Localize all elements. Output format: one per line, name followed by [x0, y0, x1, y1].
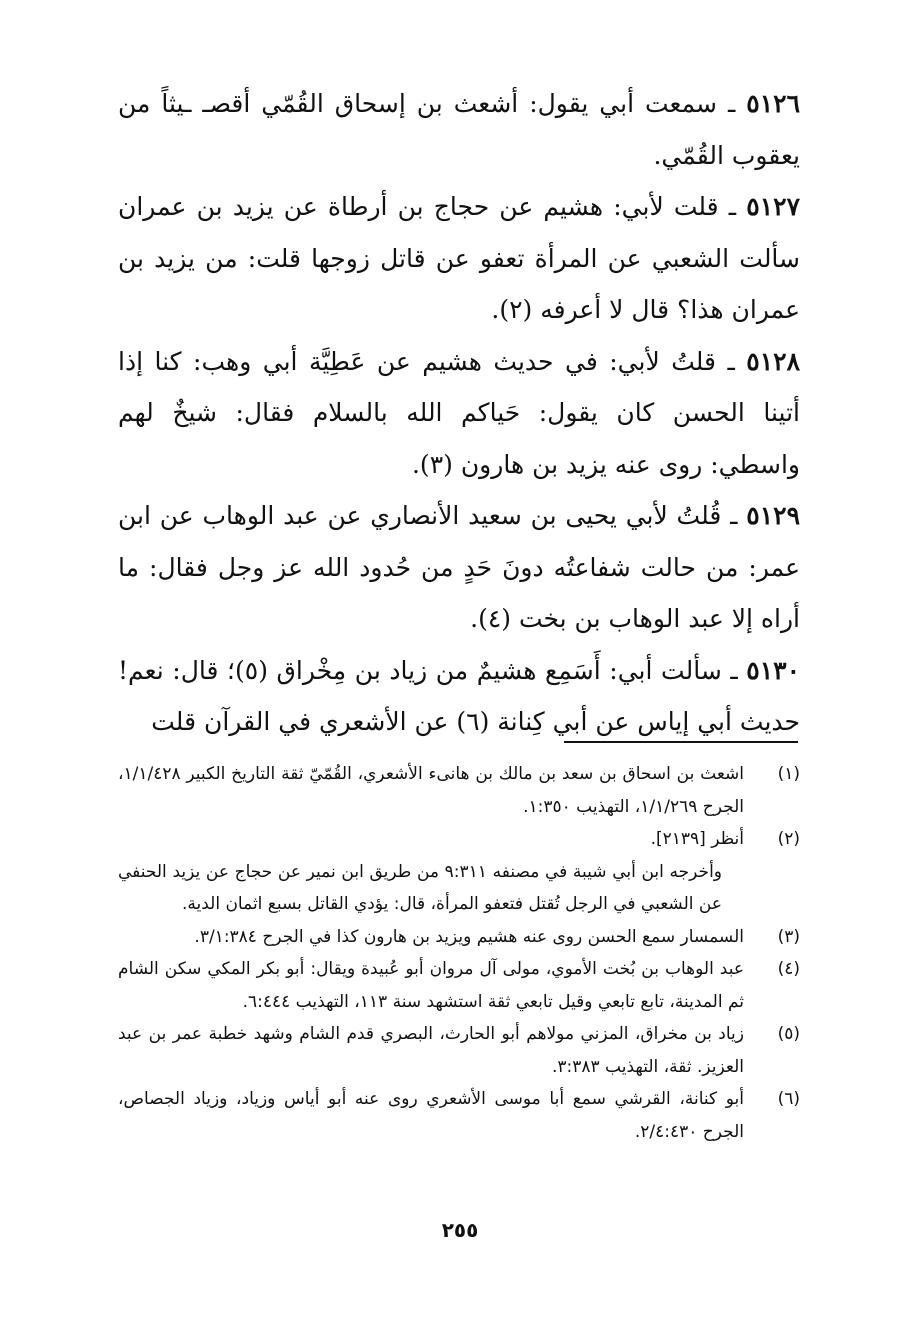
entry-number: ٥١٢٦ [746, 89, 800, 118]
entry-5129 [118, 490, 800, 645]
footnote-label: (٤) [777, 959, 800, 979]
entry-number: ٥١٢٨ [746, 346, 800, 376]
footnote-6 [118, 1083, 800, 1148]
entry-text: ـ قلت لأبي: هشيم عن حجاج بن أرطاة عن يزيد بن عمران سألت الشعبي عن المرأة تعفو عن قاتل زوجها قلت: من يزيد بن عمران هذا؟ قال لا أعرفه (٢). [118, 192, 800, 324]
footnote-text: أبو كنانة، القرشي سمع أبا موسى الأشعري روى عنه أبو أياس وزياد، وزياد الجصاص، الجرح ٢/٤:٤٣٠. [118, 1089, 744, 1142]
footnotes [118, 758, 800, 1148]
footnote-2-continuation [118, 856, 800, 921]
footnote-label: (١) [777, 764, 800, 784]
entry-5127 [118, 181, 800, 336]
entry-number: ٥١٣٠ [746, 655, 801, 685]
footnote-3 [118, 921, 800, 954]
page-number: ٢٥٥ [441, 1218, 479, 1242]
footnote-text: عبد الوهاب بن بُخت الأموي، مولى آل مروان أبو عُبيدة ويقال: أبو بكر المكي سكن الشام ثم المدينة، تابع تابعي وقيل تابعي ثقة استشهد سنة ١١٣، التهذيب ٦:٤٤٤. [118, 959, 744, 1012]
entry-text: ـ سمعت أبي يقول: أشعث بن إسحاق القُمّي أقصـ ـيثاً من يعقوب القُمّي. [118, 89, 800, 170]
entry-5130 [118, 645, 800, 748]
entry-5128 [118, 336, 800, 491]
footnote-label: (٦) [777, 1089, 800, 1109]
entry-number: ٥١٢٧ [746, 192, 801, 221]
entry-number: ٥١٢٩ [746, 501, 800, 530]
footnote-label: (٣) [777, 926, 800, 947]
entry-text: ـ سألت أبي: أَسَمِع هشيمٌ من زياد بن مِخْراق (٥)؛ قال: نعم! حديث أبي إياس عن أبي كِنانة (٦) عن الأشعري في القرآن قلت [118, 655, 800, 736]
footnote-divider [564, 741, 798, 743]
footnote-text: أنظر [٢١٣٩]. [650, 829, 744, 849]
entry-text: ـ قلتُ لأبي: في حديث هشيم عن عَطِيَّة أبي وهب: كنا إذا أتينا الحسن كان يقول: حَياكم الله بالسلام فقال: شيخٌ لهم واسطي: روى عنه يزيد بن هارون (٣). [118, 346, 800, 479]
footnote-5 [118, 1018, 800, 1083]
footnote-1 [118, 758, 800, 823]
footnote-text: زياد بن مخراق، المزني مولاهم أبو الحارث، البصري قدم الشام وشهد خطبة عمر بن عبد العزيز. ثقة، التهذيب ٣:٣٨٣. [118, 1024, 744, 1077]
entry-text: ـ قُلتُ لأبي يحيى بن سعيد الأنصاري عن عبد الوهاب عن ابن عمر: من حالت شفاعتُه دونَ حَدٍ من حُدود الله عز وجل فقال: ما أراه إلا عبد الوهاب بن بخت (٤). [118, 501, 800, 633]
footnote-2 [118, 823, 800, 856]
footnote-text: وأخرجه ابن أبي شيبة في مصنفه ٩:٣١١ من طريق ابن نمير عن حجاج عن يزيد الحنفي عن الشعبي في الرجل تُقتل فتعفو المرأة، قال: يؤدي القاتل بسبع اثمان الدية. [118, 861, 722, 914]
footnote-4 [118, 953, 800, 1018]
entry-5126 [118, 78, 800, 181]
footnote-label: (٥) [777, 1024, 800, 1044]
footnote-label: (٢) [777, 829, 800, 849]
main-text [118, 78, 800, 748]
footnote-text: السمسار سمع الحسن روى عنه هشيم ويزيد بن هارون كذا في الجرح ٣/١:٣٨٤. [194, 926, 744, 947]
footnote-text: اشعث بن اسحاق بن سعد بن مالك بن هانىء الأشعري، القُمّيّ ثقة التاريخ الكبير ١/١/٤٢٨، الجرح ١/١/٢٦٩، التهذيب ١:٣٥٠. [118, 764, 744, 817]
